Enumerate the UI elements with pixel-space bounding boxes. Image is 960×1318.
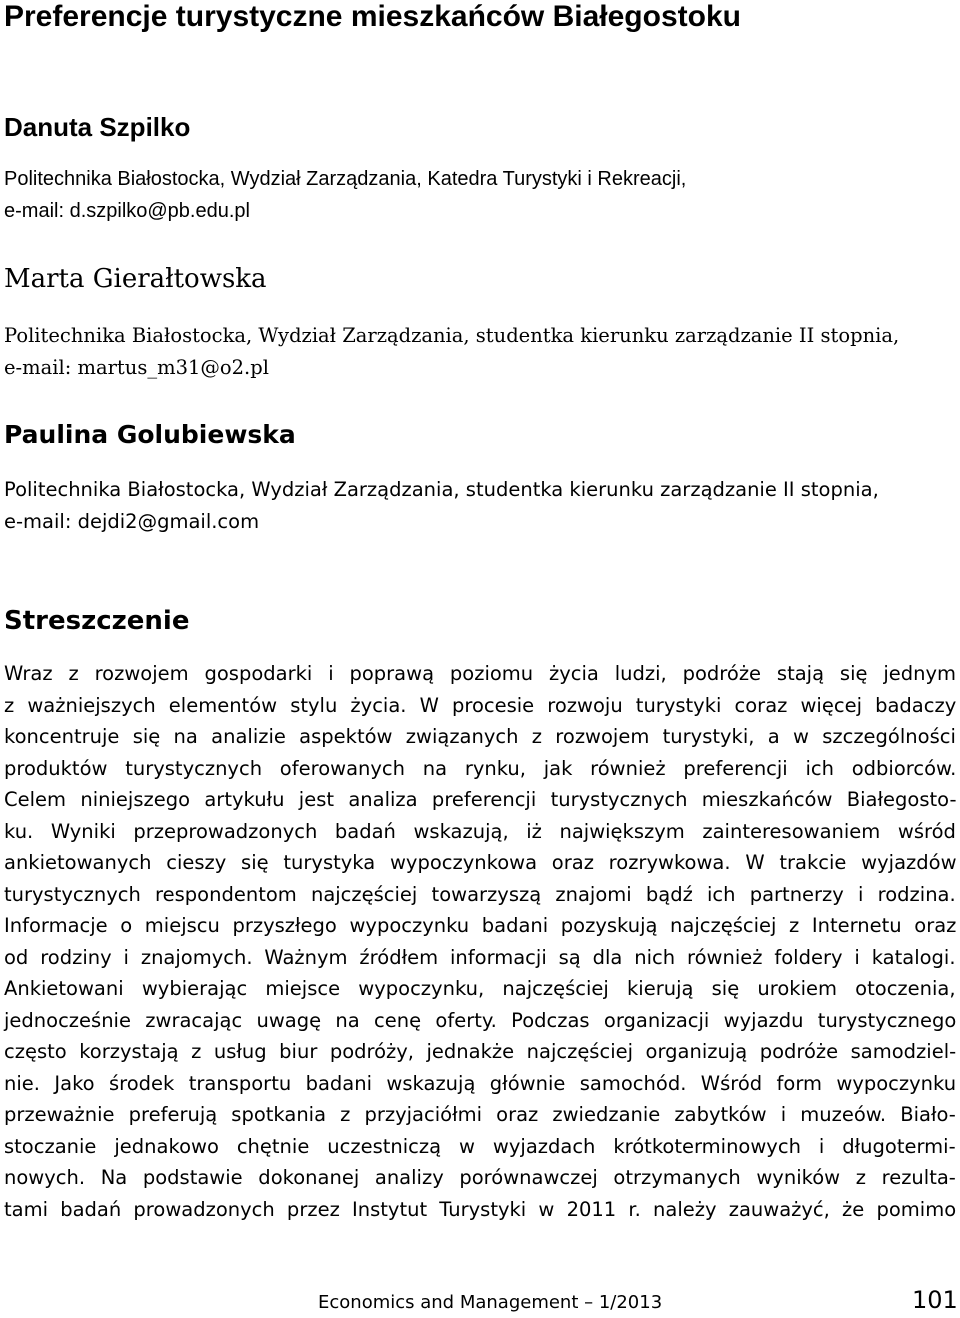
- abstract-line: ku. Wyniki przeprowadzonych badań wskazują, iż największym zainteresowaniem wśród: [4, 819, 956, 843]
- abstract-line: nie. Jako środek transportu badani wskazują głównie samochód. Wśród form wypoczynku: [4, 1071, 957, 1095]
- abstract-line: przeważnie preferują spotkania z przyjaciółmi oraz zwiedzanie zabytków i muzeów. Biało-: [4, 1103, 956, 1126]
- abstract-line: z ważniejszych elementów stylu życia. W procesie rozwoju turystyki coraz więcej badaczy: [4, 693, 957, 717]
- abstract-line: Ankietowani wybierając miejsce wypoczynku, najczęściej kierują się urokiem otoczenia,: [4, 977, 956, 1000]
- abstract-line: turystycznych respondentom najczęściej towarzyszą znajomi bądź ich partnerzy i rodzina.: [4, 882, 956, 906]
- footer-journal: Economics and Management – 1/2013: [318, 1292, 663, 1313]
- abstract-line: stoczanie jednakowo chętnie uczestniczą w wyjazdach krótkoterminowych i długotermi-: [4, 1134, 956, 1158]
- abstract-line: Informacje o miejscu przyszłego wypoczynku badani pozyskują najczęściej z Internetu oraz: [4, 914, 957, 937]
- abstract-line: nowych. Na podstawie dokonanej analizy porównawczej otrzymanych wyników z rezulta-: [4, 1166, 956, 1189]
- abstract-line: koncentruje się na analizie aspektów związanych z rozwojem turystyki, a w szczególności: [4, 725, 956, 748]
- author-3-name: Paulina Golubiewska: [4, 420, 296, 449]
- author-1-email: e-mail: d.szpilko@pb.edu.pl: [4, 200, 250, 222]
- page-number: 101: [912, 1286, 958, 1314]
- abstract-line: produktów turystycznych oferowanych na rynku, jak również preferencji ich odbiorców.: [4, 756, 957, 780]
- abstract-body: [4, 658, 956, 1225]
- author-2-email: e-mail: martus_m31@o2.pl: [4, 356, 269, 379]
- paper-title: Preferencje turystyczne mieszkańców Białegostoku: [4, 0, 741, 33]
- abstract-line: Celem niniejszego artykułu jest analiza preferencji turystycznych mieszkańców Białegosto-: [4, 788, 957, 811]
- abstract-heading: Streszczenie: [4, 606, 190, 636]
- abstract-line: tami badań prowadzonych przez Instytut Turystyki w 2011 r. należy zauważyć, że pomimo: [4, 1197, 957, 1221]
- abstract-line: Wraz z rozwojem gospodarki i poprawą poziomu życia ludzi, podróże stają się jednym: [4, 662, 957, 685]
- author-2-name: Marta Gierałtowska: [4, 264, 267, 294]
- author-2-affiliation: Politechnika Białostocka, Wydział Zarządzania, studentka kierunku zarządzanie II stopnia,: [4, 324, 900, 347]
- author-1-affiliation: Politechnika Białostocka, Wydział Zarządzania, Katedra Turystyki i Rekreacji,: [4, 168, 687, 190]
- abstract-line: często korzystają z usług biur podróży, jednakże najczęściej organizują podróże samodziel-: [4, 1040, 957, 1063]
- abstract-line: jednocześnie zwracając uwagę na cenę oferty. Podczas organizacji wyjazdu turystycznego: [4, 1008, 957, 1032]
- author-3-affiliation: Politechnika Białostocka, Wydział Zarządzania, studentka kierunku zarządzanie II stopnia,: [4, 478, 879, 501]
- author-1-name: Danuta Szpilko: [4, 112, 191, 142]
- author-3-email: e-mail: dejdi2@gmail.com: [4, 510, 260, 533]
- abstract-line: od rodziny i znajomych. Ważnym źródłem informacji są dla nich również foldery i katalogi.: [4, 945, 956, 969]
- abstract-line: ankietowanych cieszy się turystyka wypoczynkowa oraz rozrywkowa. W trakcie wyjazdów: [4, 851, 957, 874]
